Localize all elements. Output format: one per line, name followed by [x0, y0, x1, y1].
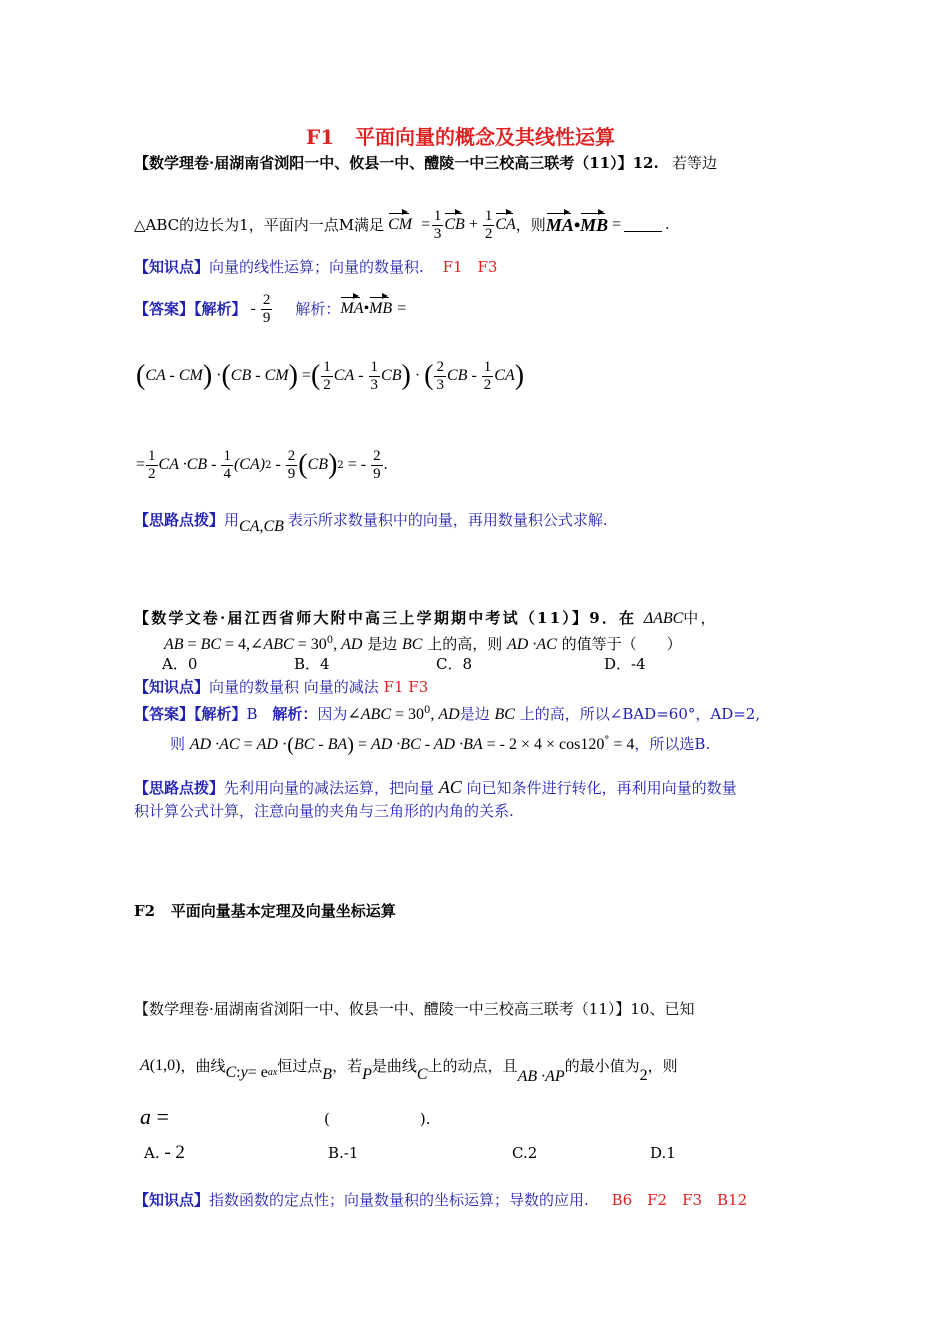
ans-value: B	[246, 705, 258, 723]
q1-answer: 【答案】【解析】 - $\frac{2}{9}$ 解析： MA•MB =	[134, 291, 407, 326]
fraction: $\frac{2}{9}$	[262, 291, 271, 326]
kp-text: 指数函数的定点性；向量数量积的坐标运算；导数的应用.	[209, 1191, 589, 1209]
hint-pre: 用	[224, 511, 240, 529]
q1-target-expr: MA•MB	[545, 215, 609, 235]
q2-condition: AB = BC = 4,∠ABC = $30^0$, AD 是边 BC 上的高，则 AD ·AC 的值等于（ ）	[164, 635, 682, 653]
ans-text2: 是边	[459, 705, 490, 723]
q2-hint-line2: 积计算公式计算，注意向量的夹角与三角形的内角的关系.	[134, 802, 514, 820]
ans-label: 【答案】【解析】	[134, 705, 247, 723]
q3-statement: A (1,0) ，曲线 C : y = e ax 恒过点 B ，若 P 是曲线 C 上的动点，且 AB ·AP 的最小值为 2 ，则	[140, 1057, 678, 1085]
q3-t3: ，若	[332, 1057, 363, 1075]
q2-answer-calc: 则 AD ·AC = AD ·(BC - BA) = AD ·BC - AD ·BA = - 2 × 4 × cos120° = 4，所以选B.	[170, 734, 711, 756]
ans-label: 【答案】【解析】	[134, 300, 247, 318]
section-title: 平面向量的概念及其线性运算	[355, 125, 616, 149]
q2-cond-mid2: 上的高，则	[427, 635, 503, 653]
kp-label: 【知识点】	[134, 678, 210, 696]
ans-then: 则	[170, 735, 186, 753]
ans-text1: 因为	[317, 705, 348, 723]
q2-option-d[interactable]: D．-4	[604, 655, 646, 673]
q3-t6: 的最小值为	[564, 1057, 640, 1075]
kp-codes: F1 F3	[442, 258, 498, 276]
q2-answer: 【答案】【解析】B 解析：因为∠ABC = $30^0$, AD是边 BC 上的高，所以∠BAD=60°，AD=2,	[134, 705, 761, 723]
q2-source: 【数学文卷·届江西省师大附中高三上学期期中考试（11）】9．在	[134, 609, 637, 627]
q2-knowledge	[134, 677, 428, 697]
q1-source: 【数学理卷·届湖南省浏阳一中、攸县一中、醴陵一中三校高三联考（11）】12.	[134, 154, 659, 172]
hint-label: 【思路点拨】	[134, 779, 225, 797]
q2-option-b[interactable]: B．4	[294, 655, 330, 673]
q1-source-line	[134, 153, 717, 173]
q1-source-tail: 若等边	[671, 154, 717, 172]
q1-formula-cm: CM =	[388, 216, 431, 233]
kp-text: 向量的线性运算；向量的数量积.	[209, 258, 424, 276]
section-title: 平面向量基本定理及向量坐标运算	[170, 902, 396, 920]
kp-text: 向量的数量积 向量的减法	[209, 678, 379, 696]
q3-knowledge	[134, 1190, 747, 1210]
hint-line1-post: 向已知条件进行转化，再利用向量的数量	[466, 779, 737, 797]
q3-option-c[interactable]: C.2	[512, 1144, 538, 1162]
q3-t7: ，则	[647, 1057, 678, 1075]
q3-source: 【数学理卷·届湖南省浏阳一中、攸县一中、醴陵一中三校高三联考（11）】10、已知	[134, 1000, 695, 1018]
kp-label: 【知识点】	[134, 1191, 210, 1209]
q2-source-tail: 中，	[683, 609, 718, 627]
section-f1-heading	[306, 125, 615, 149]
q3-option-a-label: A.	[144, 1144, 160, 1162]
q3-option-d[interactable]: D.1	[650, 1144, 676, 1162]
ans-analysis: 解析：	[295, 300, 341, 318]
ans-end: ，所以选B.	[634, 735, 711, 753]
kp-codes: B6 F2 F3 B12	[611, 1191, 748, 1209]
section-code: F2	[134, 902, 156, 920]
fraction: $\frac{1}{3}$	[433, 207, 442, 242]
fraction: $\frac{1}{2}$	[484, 207, 493, 242]
q3-t5: 上的动点，且	[427, 1057, 518, 1075]
q2-cond-mid: 是边	[367, 635, 398, 653]
hint-label: 【思路点拨】	[134, 511, 225, 529]
kp-label: 【知识点】	[134, 258, 210, 276]
q3-t1: ，曲线	[180, 1057, 226, 1075]
hint-post: 表示所求数量积中的向量，再用数量积公式求解.	[287, 511, 608, 529]
section-code: F1	[306, 125, 335, 149]
q2-source-line: 【数学文卷·届江西省师大附中高三上学期期中考试（11）】9．在 ΔABC中，	[134, 609, 718, 627]
q2-option-a[interactable]: A．0	[162, 655, 198, 673]
q1-statement-a: △ABC的边长为1，平面内一点M满足	[134, 216, 385, 234]
q3-unknown: a = ( ).	[140, 1104, 431, 1129]
q3-paren: ( ).	[324, 1110, 431, 1128]
answer-blank	[624, 219, 662, 232]
q1-hint: 【思路点拨】 用 CA,CB 表示所求数量积中的向量，再用数量积公式求解.	[134, 511, 608, 535]
q1-statement: △ABC的边长为1，平面内一点M满足 CM = $\frac{1}{3}$ CB + $\frac{1}{2}$ CA ，则 MA•MB = .	[134, 207, 670, 242]
kp-codes: F1 F3	[383, 678, 429, 696]
q1-knowledge	[134, 257, 497, 277]
q3-t4: 是曲线	[371, 1057, 417, 1075]
ans-analysis: 解析：	[272, 705, 318, 723]
q1-derivation-line2: = $\frac{1}{2}$ CA ·CB - $\frac{1}{4}$ (CA) 2 - $\frac{2}{9}$ ( CB ) 2 = - $\frac{2}{9}$ .	[136, 447, 388, 482]
q3-option-b[interactable]: B.-1	[328, 1144, 359, 1162]
q2-hint: 【思路点拨】先利用向量的减法运算，把向量 AC 向已知条件进行转化，再利用向量的数量	[134, 777, 737, 797]
q2-option-c[interactable]: C．8	[436, 655, 473, 673]
ans-text3: 上的高，所以∠BAD=60°，AD=2,	[519, 705, 761, 723]
q3-t2: 恒过点	[277, 1057, 323, 1075]
q3-option-a[interactable]: A. - 2	[144, 1142, 185, 1163]
q2-cond-end: 的值等于（ ）	[561, 635, 682, 653]
q3-source-line	[134, 999, 694, 1019]
section-f2-heading	[134, 900, 396, 921]
q1-derivation-line1: ( CA - CM ) · ( CB - CM ) = ( $\frac{1}{2}$ CA - $\frac{1}{3}$ CB ) · ( $\frac{2}{3}$ CB - $\frac{1}{2}$ CA )	[136, 358, 525, 393]
q1-statement-b: ，则	[515, 216, 546, 234]
hint-line1-pre: 先利用向量的减法运算，把向量	[224, 779, 435, 797]
